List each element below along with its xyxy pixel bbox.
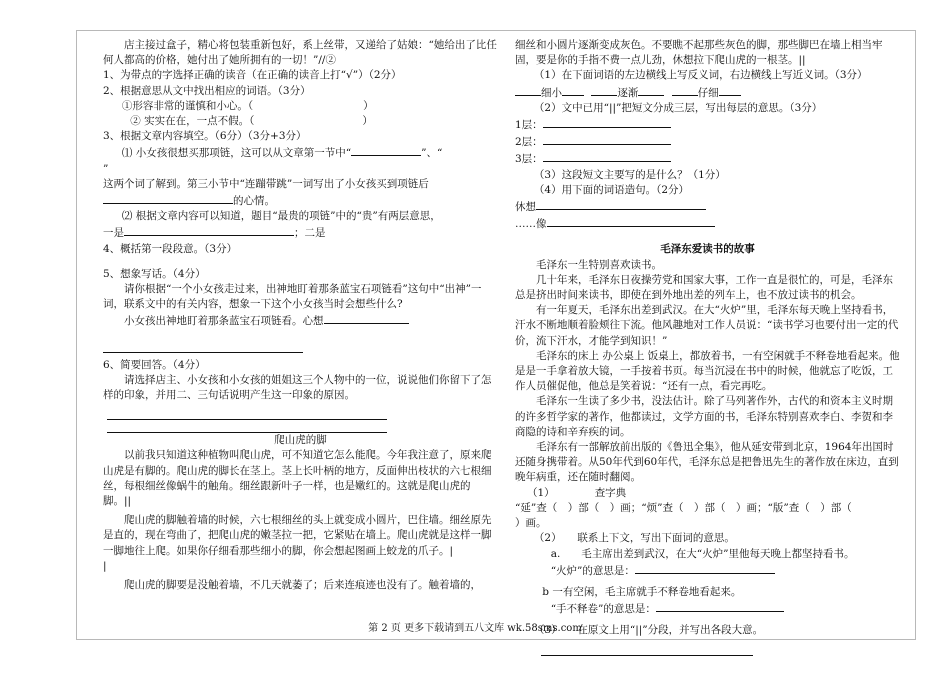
exercise-f1-heading: （1） 查字典 — [527, 486, 627, 499]
mao-paragraph-1: 毛泽东一生特别喜欢读书。 — [536, 258, 662, 271]
question-6: 6、简要回答。（4分） — [103, 358, 206, 371]
exercise-2: （2）文中已用“||”把短文分成三层，写出每层的意思。（3分） — [533, 101, 823, 114]
question-6-prompt: 请选择店主、小女孩和小女孩的姐姐这三个人物中的一位，说说他们你留下了怎样的印象，并用二、三句话说明产生这一印象的原因。 — [103, 373, 492, 402]
passage-paragraph-3: 爬山虎的脚要是没触着墙，不几天就萎了；后来连痕迹也没有了。触着墙的， — [124, 579, 481, 592]
answer-blank[interactable] — [656, 600, 784, 612]
exercise-f3: （3） 在原文上用“||”分段，并写出各段大意。 — [533, 624, 764, 637]
mao-paragraph-6: 毛泽东有一部解放前出版的《鲁迅全集》，他从延安带到北京，1964年出国时还随身携带着。从50年代到60年代，毛泽东总是把鲁迅先生的著作放在床边，直到晚年病重，还在随时翻阅。 — [515, 441, 899, 484]
question-3a-close: ” — [103, 162, 109, 175]
passage-paragraph-2: 爬山虎的脚触着墙的时候，六七根细丝的头上就变成小圆片，巴住墙。细丝原先是直的，现在弯曲了，把爬山虎的嫩茎拉一把，它紧贴在墙上。爬山虎就是这样一脚一脚地往上爬。如果你仔细看那些细小的脚，你会想起图画上蛟龙的爪子。| — [103, 514, 492, 557]
mao-paragraph-2: 几十年来，毛泽东日夜操劳党和国家大事，工作一直是很忙的，可是，毛泽东总是挤出时间来读书，即使在到外地出差的列车上，也不放过读书的机会。 — [515, 273, 893, 302]
question-2: 2、根据意思从文中找出相应的词语。（3分） — [103, 84, 311, 97]
question-3: 3、根据文章内容填空。（6分）（3分+3分） — [103, 130, 307, 143]
antonym-blank[interactable] — [515, 84, 541, 96]
passage-paragraph-1: 以前我只知道这种植物叫爬山虎，可不知道它怎么能爬。今年我注意了，原来爬山虎是有脚的。爬山虎的脚长在茎上。茎上长叶柄的地方，反面伸出枝状的六七根细丝，每根细丝像蜗牛的触角。细丝跟新叶子一样，也是嫩红的。这就是爬山虎的脚。|| — [103, 449, 492, 508]
question-3b-answers: 一是 ；二是 — [103, 224, 498, 241]
question-5-answer: 小女孩出神地盯着那条蓝宝石项链看。心想 — [103, 312, 498, 329]
exercise-4-b: ……像 — [515, 215, 900, 232]
exercise-3: （3）这段短文主要写的是什么？（1分） — [533, 168, 726, 181]
exercise-4: （4）用下面的词语造句。（2分） — [533, 183, 690, 196]
layer-3: 3层： — [515, 150, 900, 167]
question-5-prompt: 请你根据“一个小女孩走过来，出神地盯着那条蓝宝石项链看”这句中“出神”一词，联系文中的有关内容，想象一下这个小女孩当时会想些什么? — [103, 283, 482, 311]
passage-title-pashanhu: 爬山虎的脚 — [274, 434, 327, 447]
exercise-1-words: 细小 逐渐 仔细 — [515, 84, 900, 101]
passage-mark: | — [103, 559, 107, 572]
exercise-f1-line2: ）画。 — [515, 517, 547, 530]
antonym-blank[interactable] — [591, 84, 617, 96]
question-5: 5、想象写话。（4分） — [103, 267, 206, 280]
answer-blank[interactable] — [543, 150, 671, 162]
exercise-f2a-question: “火炉”的意思是： — [515, 562, 900, 579]
question-3a-cont: 这两个词了解到。第三小节中“连蹦带跳”一词写出了小女孩买到项链后 — [103, 177, 429, 190]
exercise-4-a: 休想 — [515, 198, 900, 215]
question-2a: ①形容非常的谨慎和小心。（ ） — [121, 99, 374, 112]
answer-blank[interactable] — [124, 224, 294, 236]
answer-blank[interactable] — [543, 133, 671, 145]
answer-blank[interactable] — [324, 312, 409, 324]
story-ending-paragraph: 店主接过盒子，精心将包装重新包好，系上丝带，又递给了姑娘：“她给出了比任何人都高的价格，她付出了她所拥有的一切！”//② — [103, 39, 497, 67]
exercise-1: （1）在下面词语的左边横线上写反义词，右边横线上写近义词。（3分） — [533, 69, 868, 82]
answer-blank[interactable] — [543, 116, 671, 128]
answer-blank[interactable] — [103, 192, 233, 204]
answer-line[interactable] — [103, 340, 303, 353]
passage-paragraph-3-cont: 细丝和小圆片逐渐变成灰色。不要瞧不起那些灰色的脚，那些脚巴在墙上相当牢固，要是你的手指不费一点儿劲，休想拉下爬山虎的一根茎。|| — [515, 39, 883, 67]
synonym-blank[interactable] — [719, 84, 741, 96]
question-2b: ② 实实在在，一点不假。（ ） — [130, 115, 373, 128]
answer-line[interactable] — [107, 420, 387, 433]
exercise-f2b-question: “手不释卷”的意思是： — [515, 600, 900, 617]
layer-1: 1层： — [515, 116, 900, 133]
question-3a: ⑴ 小女孩很想买那项链，这可以从文章第一节中“ ”、“ — [103, 144, 498, 161]
answer-blank[interactable] — [351, 144, 421, 156]
question-1: 1、为带点的字选择正确的读音（在正确的读音上打“√”）（2分） — [103, 69, 402, 82]
synonym-blank[interactable] — [638, 84, 664, 96]
answer-line[interactable] — [541, 643, 753, 656]
left-column — [103, 38, 498, 593]
answer-blank[interactable] — [536, 198, 706, 210]
answer-line[interactable] — [107, 407, 387, 420]
passage-title-maozedong: 毛泽东爱读书的故事 — [660, 243, 755, 256]
mao-paragraph-3: 有一年夏天，毛泽东出差到武汉。在大“火炉”里，毛泽东每天晚上坚持看书，汗水不断地顺着脸颊往下流。他风趣地对工作人员说：“读书学习也要付出一定的代价，流下汗水，才能学到知识！” — [515, 304, 899, 347]
question-3a-feeling: 的心情。 — [103, 192, 498, 209]
mao-paragraph-4: 毛泽东的床上 办公桌上 饭桌上，都放着书，一有空闲就手不释卷地看起来。他是是一手拿着放大镜，一手按着书页。每当沉浸在书中的时候，他就忘了吃饭，工作人员催促他，他总是笑着说：“还有一点，看完再吃。 — [515, 349, 900, 393]
exercise-f1-line1: “延”查（ ）部（ ）画；“烦”查（ ）部（ ）画；“版”查（ ）部（ — [515, 501, 852, 514]
answer-blank[interactable] — [635, 562, 775, 574]
mao-paragraph-5: 毛泽东一生读了多少书，没法估计。除了马列著作外，古代的和资本主义时期的许多哲学家的著作，他都读过，文学方面的书，毛泽东特别喜欢李白、李贺和李商隐的诗和辛弃疾的词。 — [515, 395, 893, 438]
exercise-f2: （2） 联系上下文，写出下面词的意思。 — [533, 532, 735, 545]
right-column — [515, 38, 900, 656]
answer-blank[interactable] — [547, 215, 715, 227]
question-3b: ⑵ 根据文章内容可以知道，题目“最贵的项链”中的“贵”有两层意思， — [121, 210, 441, 223]
synonym-blank[interactable] — [562, 84, 584, 96]
exercise-f2b: b 一有空闲，毛主席就手不释卷地看起来。 — [542, 585, 742, 598]
question-4: 4、概括第一段段意。（3分） — [103, 242, 238, 255]
exercise-f2a: a. 毛主席出差到武汉，在大“火炉”里他每天晚上都坚持看书。 — [550, 547, 855, 560]
antonym-blank[interactable] — [672, 84, 698, 96]
page-footer: 第 2 页 更多下载请到五八文库 wk.58sms.com — [368, 623, 582, 634]
layer-2: 2层： — [515, 133, 900, 150]
